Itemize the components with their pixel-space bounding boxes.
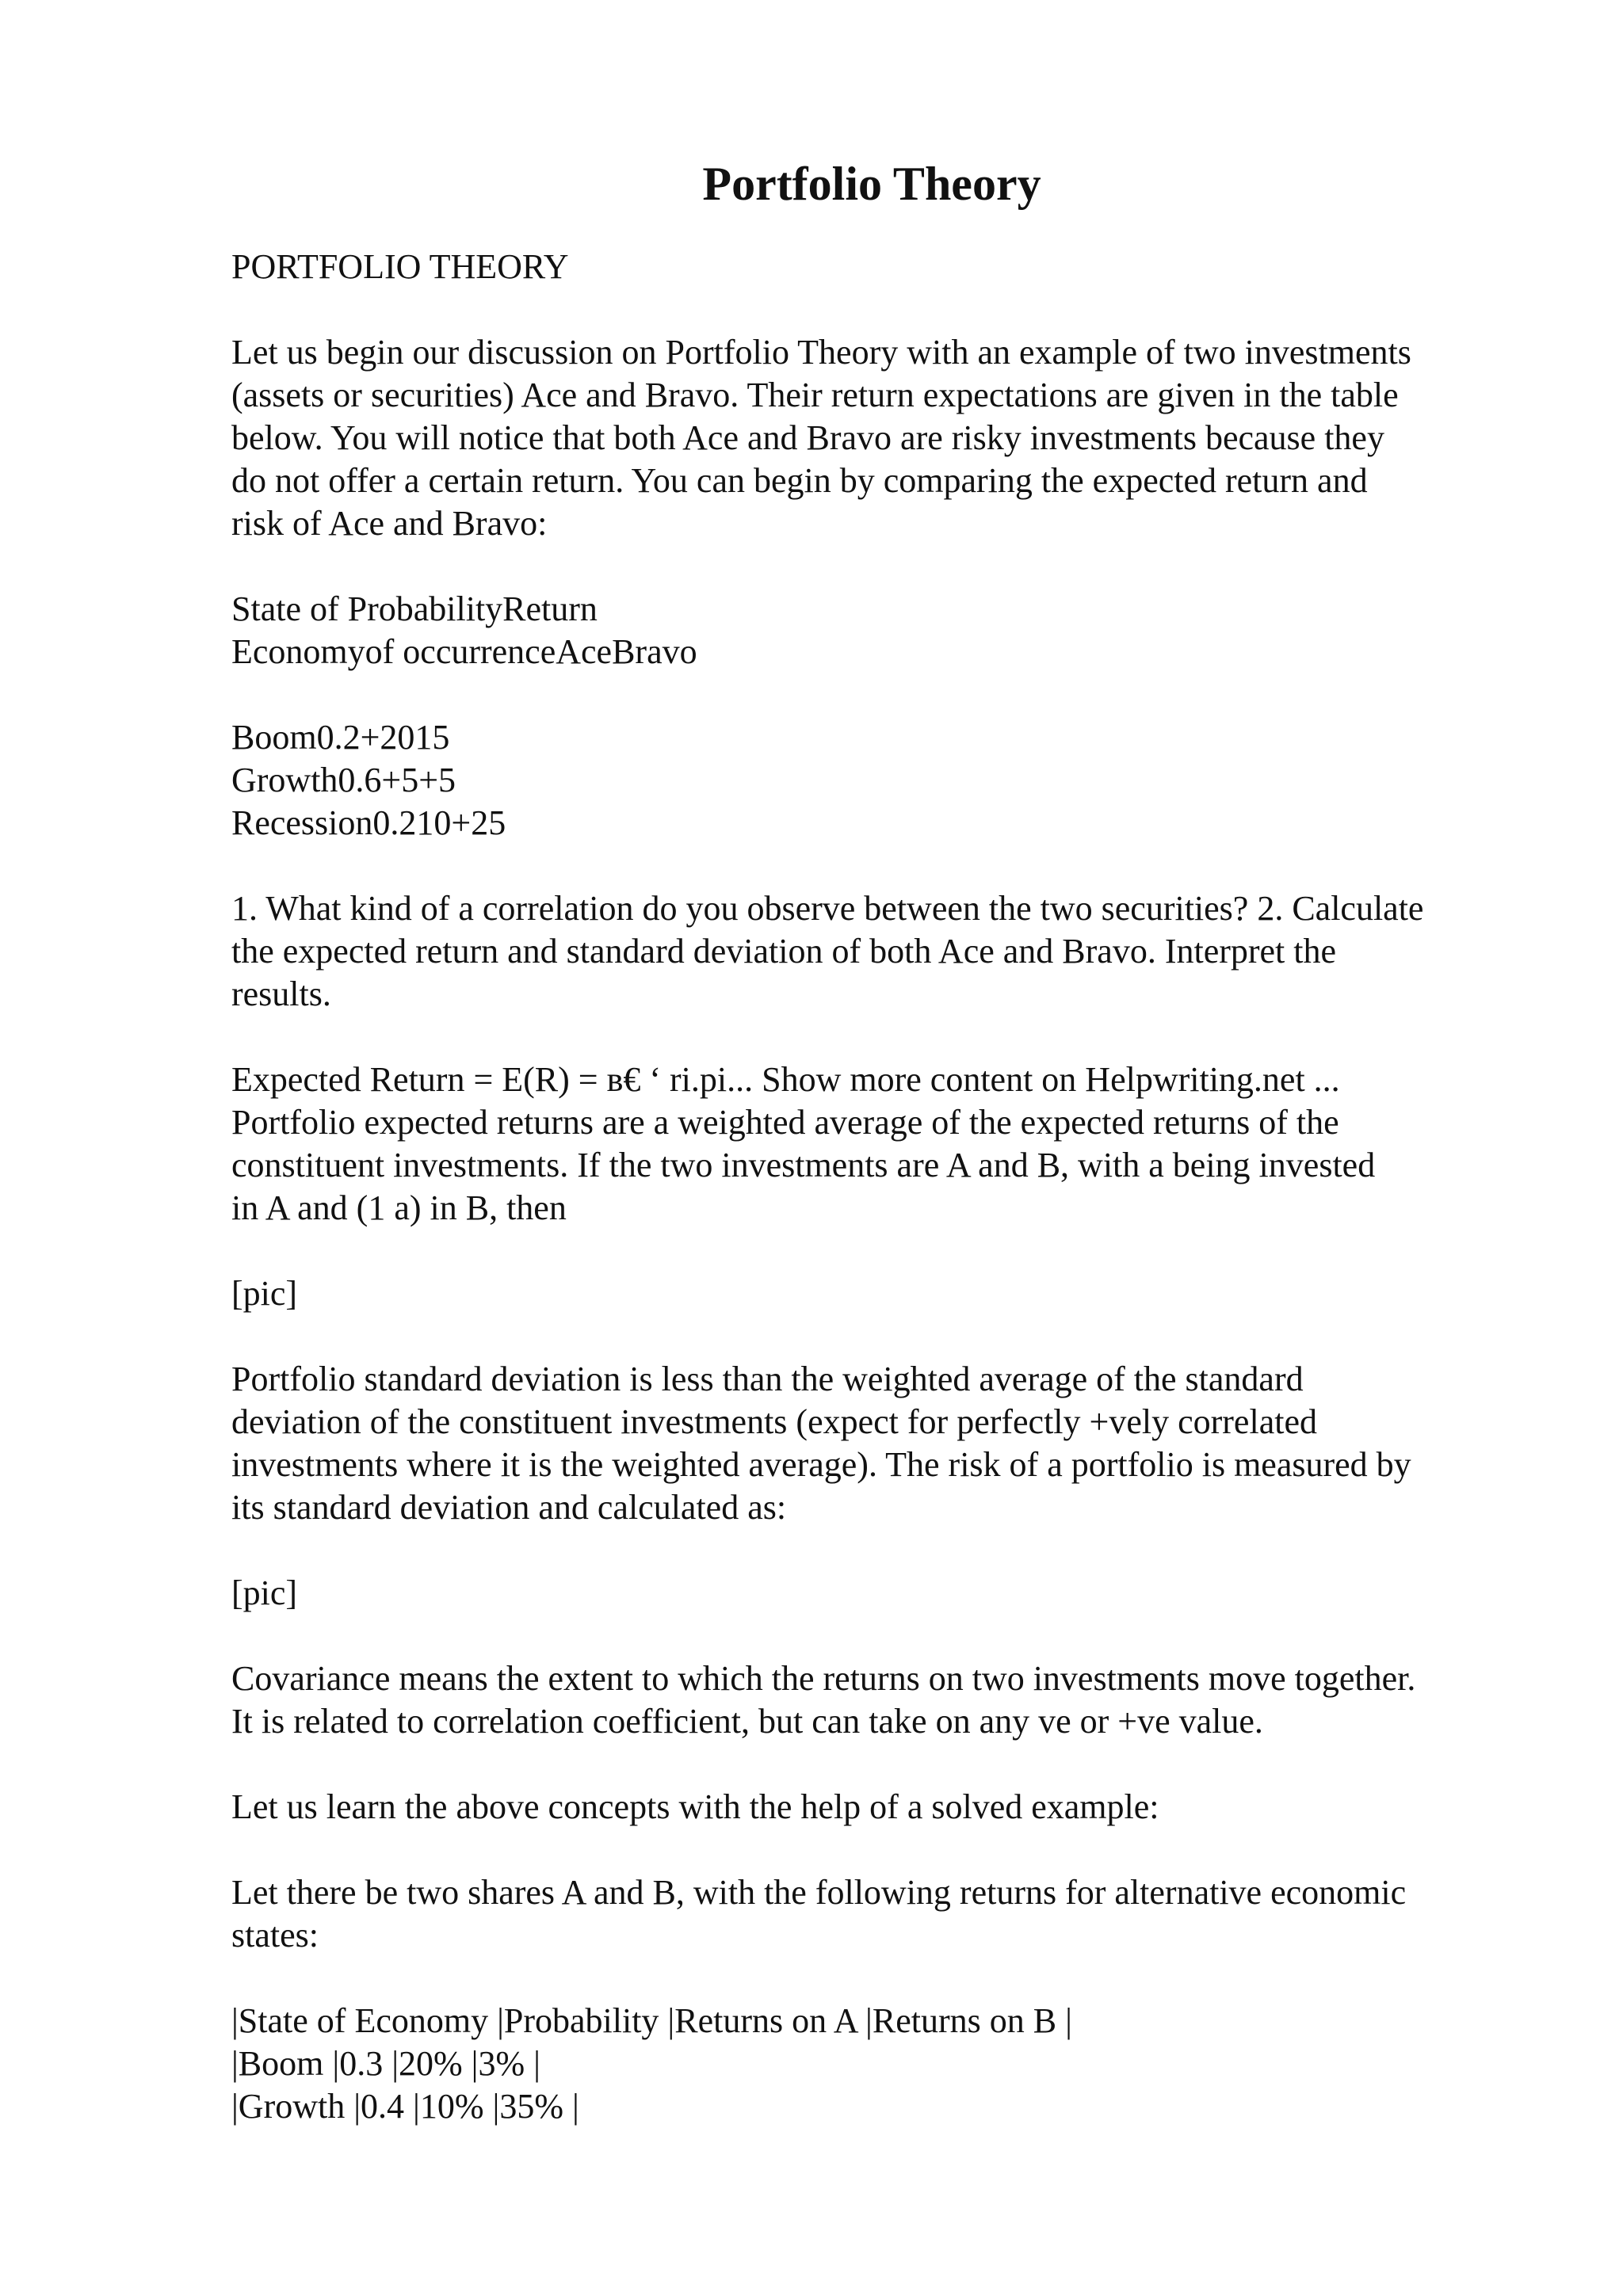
stdev-line: deviation of the constituent investments (expect for perfectly +vely correlated <box>231 1402 1317 1441</box>
table1-header-line: Economyof occurrenceAceBravo <box>231 632 697 671</box>
stdev-paragraph <box>231 1358 1531 1529</box>
intro-line: Let us begin our discussion on Portfolio Theory with an example of two investments <box>231 333 1411 372</box>
expected-return-line: Portfolio expected returns are a weighted average of the expected returns of the <box>231 1103 1339 1142</box>
expected-return-line: constituent investments. If the two investments are A and B, with a being invested <box>231 1146 1376 1184</box>
table1-row: Boom0.2+2015 <box>231 718 450 757</box>
pic-placeholder-2 <box>231 1572 1531 1615</box>
table1-rows <box>231 716 1531 845</box>
pic-placeholder-text: [pic] <box>231 1573 298 1612</box>
covariance-line: Covariance means the extent to which the returns on two investments move together. <box>231 1659 1416 1698</box>
table2-row: |Boom |0.3 |20% |3% | <box>231 2044 540 2083</box>
intro-line: risk of Ace and Bravo: <box>231 504 548 543</box>
document-title: Portfolio Theory <box>702 158 1041 210</box>
solved-example-intro <box>231 1786 1531 1829</box>
shares-paragraph <box>231 1871 1531 1957</box>
heading-text: PORTFOLIO THEORY <box>231 247 569 286</box>
table1-row: Recession0.210+25 <box>231 803 506 842</box>
covariance-paragraph <box>231 1657 1531 1743</box>
stdev-line: its standard deviation and calculated as: <box>231 1488 787 1527</box>
intro-line: (assets or securities) Ace and Bravo. Their return expectations are given in the table <box>231 376 1399 414</box>
intro-line: do not offer a certain return. You can begin by comparing the expected return and <box>231 461 1368 500</box>
table2 <box>231 2000 1531 2128</box>
expected-return-paragraph <box>231 1058 1531 1230</box>
pic-placeholder-text: [pic] <box>231 1274 298 1313</box>
questions-line: the expected return and standard deviation of both Ace and Bravo. Interpret the <box>231 932 1337 971</box>
intro-line: below. You will notice that both Ace and Bravo are risky investments because they <box>231 418 1384 457</box>
stdev-line: investments where it is the weighted average). The risk of a portfolio is measured by <box>231 1445 1411 1484</box>
table1-header <box>231 588 1531 673</box>
covariance-line: It is related to correlation coefficient, but can take on any ve or +ve value. <box>231 1702 1263 1741</box>
expected-return-line: in A and (1 a) in B, then <box>231 1188 567 1227</box>
questions-line: 1. What kind of a correlation do you observe between the two securities? 2. Calculate <box>231 889 1424 928</box>
intro-paragraph <box>231 331 1531 545</box>
stdev-line: Portfolio standard deviation is less than the weighted average of the standard <box>231 1360 1304 1398</box>
table2-row: |State of Economy |Probability |Returns on A |Returns on B | <box>231 2001 1072 2040</box>
table1-row: Growth0.6+5+5 <box>231 761 456 799</box>
questions-paragraph <box>231 887 1531 1016</box>
pic-placeholder-1 <box>231 1272 1531 1315</box>
section-heading <box>231 246 1531 288</box>
document-body <box>231 246 1531 2171</box>
questions-line: results. <box>231 974 331 1013</box>
solved-example-line: Let us learn the above concepts with the help of a solved example: <box>231 1787 1159 1826</box>
shares-line: states: <box>231 1916 319 1955</box>
expected-return-line: Expected Return = E(R) = в€ ‘ ri.pi... Show more content on Helpwriting.net ... <box>231 1060 1340 1099</box>
table1-header-line: State of ProbabilityReturn <box>231 589 598 628</box>
shares-line: Let there be two shares A and B, with the following returns for alternative economic <box>231 1873 1407 1912</box>
table2-row: |Growth |0.4 |10% |35% | <box>231 2087 579 2126</box>
